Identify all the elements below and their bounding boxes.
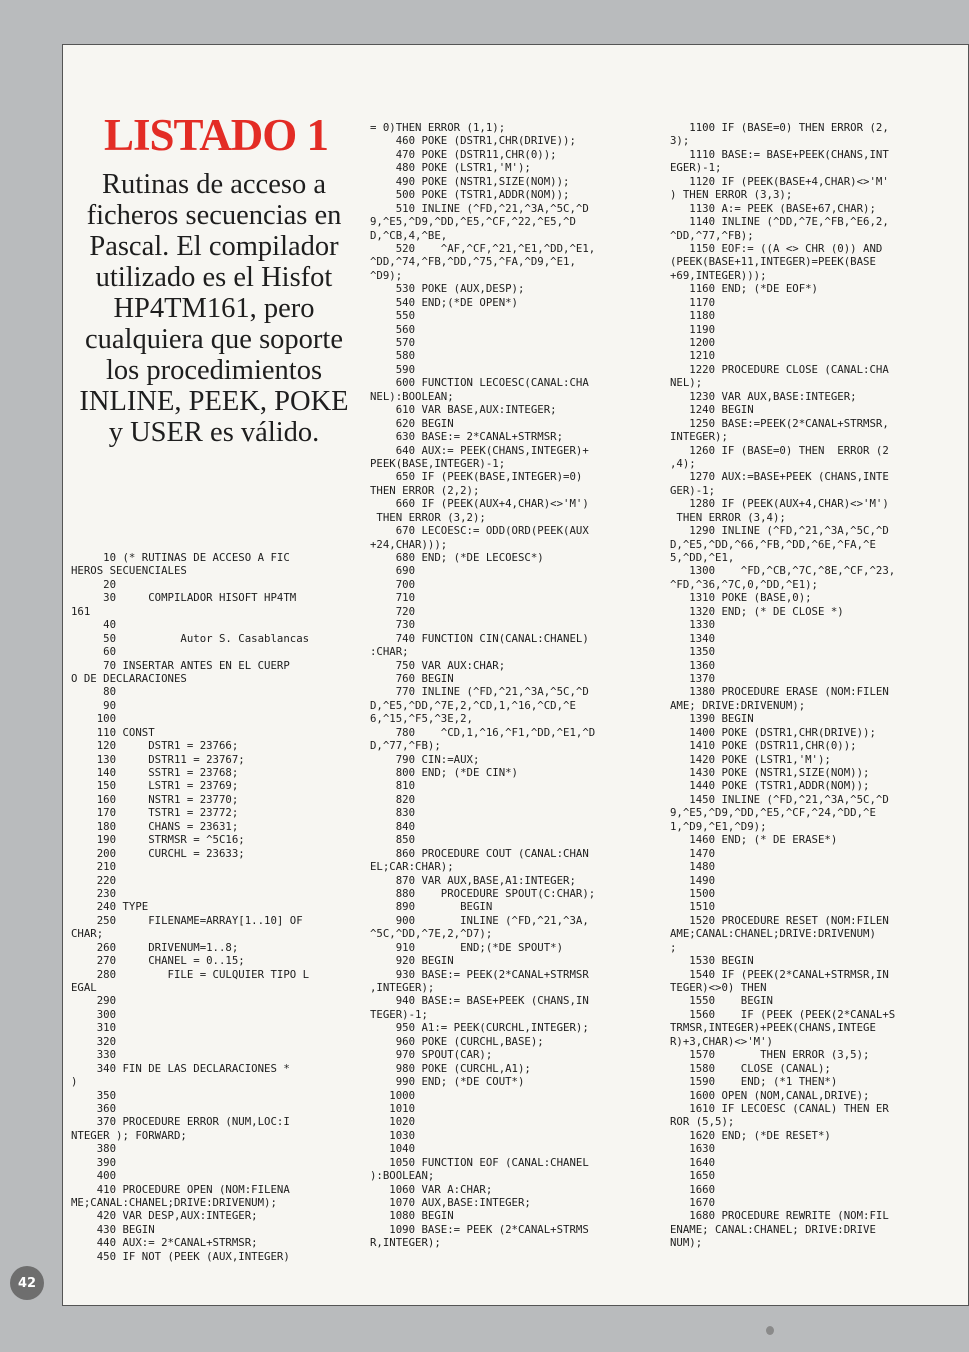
listing-title: LISTADO 1 — [104, 110, 328, 160]
page-number-badge: 42 — [10, 1266, 44, 1300]
code-listing-column-2: = 0)THEN ERROR (1,1); 460 POKE (DSTR1,CHR(DRIVE)); 470 POKE (DSTR11,CHR(0)); 480 POKE (LSTR1,'M'); 490 POKE (NSTR1,SIZE(NOM)); 500 POKE (TSTR1,ADDR(NOM)); 510 INLINE (^FD,^21,^3A,^5C,^D 9,^E5,^D9,^DD,^E5,^CF,^22,^E5,^D D,^CB,4,^BE, 520 ^AF,^CF,^21,^E1,^DD,^E1, ^DD,^74,^FB,^DD,^75,^FA,^D9,^E1, ^D9); 530 POKE (AUX,DESP); 540 END;(*DE OPEN*) 550 560 570 580 590 600 FUNCTION LECOESC(CANAL:CHA NEL):BOOLEAN; 610 VAR BASE,AUX:INTEGER; 620 BEGIN 630 BASE:= 2*CANAL+STRMSR; 640 AUX:= PEEK(CHANS,INTEGER)+ PEEK(BASE,INTEGER)-1; 650 IF (PEEK(BASE,INTEGER)=0) THEN ERROR (2,2); 660 IF (PEEK(AUX+4,CHAR)<>'M') THEN ERROR (3,2); 670 LECOESC:= ODD(ORD(PEEK(AUX +24,CHAR))); 680 END; (*DE LECOESC*) 690 700 710 720 730 740 FUNCTION CIN(CANAL:CHANEL) :CHAR; 750 VAR AUX:CHAR; 760 BEGIN 770 INLINE (^FD,^21,^3A,^5C,^D D,^E5,^DD,^7E,2,^CD,1,^16,^CD,^E 6,^15,^F5,^3E,2, 780 ^CD,1,^16,^F1,^DD,^E1,^D D,^77,^FB); 790 CIN:=AUX; 800 END; (*DE CIN*) 810 820 830 840 850 860 PROCEDURE COUT (CANAL:CHAN EL;CAR:CHAR); 870 VAR AUX,BASE,A1:INTEGER; 880 PROCEDURE SPOUT(C:CHAR); 890 BEGIN 900 INLINE (^FD,^21,^3A, ^5C,^DD,^7E,2,^D7); 910 END;(*DE SPOUT*) 920 BEGIN 930 BASE:= PEEK(2*CANAL+STRMSR ,INTEGER); 940 BASE:= BASE+PEEK (CHANS,IN TEGER)-1; 950 A1:= PEEK(CURCHL,INTEGER); 960 POKE (CURCHL,BASE); 970 SPOUT(CAR); 980 POKE (CURCHL,A1); 990 END; (*DE COUT*) 1000 1010 1020 1030 1040 1050 FUNCTION EOF (CANAL:CHANEL ):BOOLEAN; 1060 VAR A:CHAR; 1070 AUX,BASE:INTEGER; 1080 BEGIN 1090 BASE:= PEEK (2*CANAL+STRMS R,INTEGER); — [370, 121, 596, 1250]
code-listing-column-1: 10 (* RUTINAS DE ACCESO A FIC HEROS SECUENCIALES 20 30 COMPILADOR HISOFT HP4TM 161 40 50 Autor S. Casablancas 60 70 INSERTAR ANTES EN EL CUERP O DE DECLARACIONES 80 90 100 110 CONST 120 DSTR1 = 23766; 130 DSTR11 = 23767; 140 SSTR1 = 23768; 150 LSTR1 = 23769; 160 NSTR1 = 23770; 170 TSTR1 = 23772; 180 CHANS = 23631; 190 STRMSR = ^5C16; 200 CURCHL = 23633; 210 220 230 240 TYPE 250 FILENAME=ARRAY[1..10] OF CHAR; 260 DRIVENUM=1..8; 270 CHANEL = 0..15; 280 FILE = CULQUIER TIPO L EGAL 290 300 310 320 330 340 FIN DE LAS DECLARACIONES * ) 350 360 370 PROCEDURE ERROR (NUM,LOC:I NTEGER ); FORWARD; 380 390 400 410 PROCEDURE OPEN (NOM:FILENA ME;CANAL:CHANEL;DRIVE:DRIVENUM); 420 VAR DESP,AUX:INTEGER; 430 BEGIN 440 AUX:= 2*CANAL+STRMSR; 450 IF NOT (PEEK (AUX,INTEGER) — [71, 551, 310, 1263]
code-listing-column-3: 1100 IF (BASE=0) THEN ERROR (2, 3); 1110 BASE:= BASE+PEEK(CHANS,INT EGER)-1; 1120 IF (PEEK(BASE+4,CHAR)<>'M' ) THEN ERROR (3,3); 1130 A:= PEEK (BASE+67,CHAR); 1140 INLINE (^DD,^7E,^FB,^E6,2, ^DD,^77,^FB); 1150 EOF:= ((A <> CHR (0)) AND (PEEK(BASE+11,INTEGER)=PEEK(BASE +69,INTEGER))); 1160 END; (*DE EOF*) 1170 1180 1190 1200 1210 1220 PROCEDURE CLOSE (CANAL:CHA NEL); 1230 VAR AUX,BASE:INTEGER; 1240 BEGIN 1250 BASE:=PEEK(2*CANAL+STRMSR, INTEGER); 1260 IF (BASE=0) THEN ERROR (2 ,4); 1270 AUX:=BASE+PEEK (CHANS,INTE GER)-1; 1280 IF (PEEK(AUX+4,CHAR)<>'M') THEN ERROR (3,4); 1290 INLINE (^FD,^21,^3A,^5C,^D D,^E5,^DD,^66,^FB,^DD,^6E,^FA,^E 5,^DD,^E1, 1300 ^FD,^CB,^7C,^8E,^CF,^23, ^FD,^36,^7C,0,^DD,^E1); 1310 POKE (BASE,0); 1320 END; (* DE CLOSE *) 1330 1340 1350 1360 1370 1380 PROCEDURE ERASE (NOM:FILEN AME; DRIVE:DRIVENUM); 1390 BEGIN 1400 POKE (DSTR1,CHR(DRIVE)); 1410 POKE (DSTR11,CHR(0)); 1420 POKE (LSTR1,'M'); 1430 POKE (NSTR1,SIZE(NOM)); 1440 POKE (TSTR1,ADDR(NOM)); 1450 INLINE (^FD,^21,^3A,^5C,^D 9,^E5,^D9,^DD,^E5,^CF,^24,^DD,^E 1,^D9,^E1,^D9); 1460 END; (* DE ERASE*) 1470 1480 1490 1500 1510 1520 PROCEDURE RESET (NOM:FILEN AME;CANAL:CHANEL;DRIVE:DRIVENUM) ; 1530 BEGIN 1540 IF (PEEK(2*CANAL+STRMSR,IN TEGER)<>0) THEN 1550 BEGIN 1560 IF (PEEK (PEEK(2*CANAL+S TRMSR,INTEGER)+PEEK(CHANS,INTEGE R)+3,CHAR)<>'M') 1570 THEN ERROR (3,5); 1580 CLOSE (CANAL); 1590 END; (*1 THEN*) 1600 OPEN (NOM,CANAL,DRIVE); 1610 IF LECOESC (CANAL) THEN ER ROR (5,5); 1620 END; (*DE RESET*) 1630 1640 1650 1660 1670 1680 PROCEDURE REWRITE (NOM:FIL ENAME; CANAL:CHANEL; DRIVE:DRIVE NUM); — [670, 121, 896, 1250]
magazine-page — [62, 44, 969, 1306]
listing-description: Rutinas de acceso a ficheros secuencias en Pascal. El compilador utilizado es el Hisfot HP4TM161, pero cualquiera que soporte los procedimientos INLINE, PEEK, POKE y USER es válido. — [79, 169, 349, 448]
print-speck — [766, 1326, 774, 1335]
